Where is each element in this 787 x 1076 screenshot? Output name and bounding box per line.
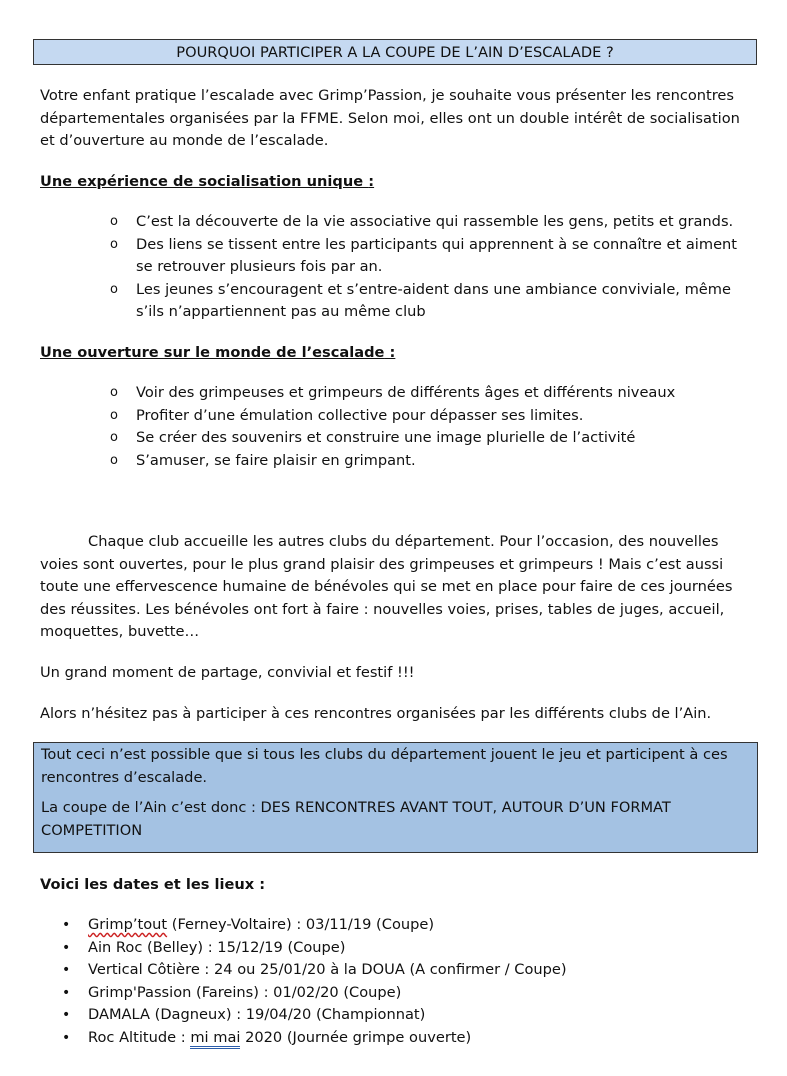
list-item: o C’est la découverte de la vie associative qui rassemble les gens, petits et grands. [110,211,755,234]
date-prefix: Roc Altitude : [88,1028,191,1046]
date-detail: 2020 (Journée grimpe ouverte) [240,1028,472,1046]
list-item: o Voir des grimpeuses et grimpeurs de différents âges et différents niveaux [110,382,755,405]
section-heading-ouverture [40,342,395,364]
date-detail: (Ferney-Voltaire) : 03/11/19 (Coupe) [167,916,435,933]
invite-paragraph: Alors n’hésitez pas à participer à ces rencontres organisées par les différents clubs de l’Ain. [40,705,712,722]
dates-heading: Voici les dates et les lieux : [40,876,266,893]
list-item: o Se créer des souvenirs et construire une image plurielle de l’activité [110,427,755,450]
heading-colon: : [368,173,375,190]
date-item: • Ain Roc (Belley) : 15/12/19 (Coupe) [62,937,752,960]
list-item: o Profiter d’une émulation collective pour dépasser ses limites. [110,405,755,428]
highlight-line-2: La coupe de l’Ain c’est donc : DES RENCONTRES AVANT TOUT, AUTOUR D’UN FORMAT COMPETITION [41,799,671,839]
section-heading-text: Une expérience de socialisation unique [40,173,369,190]
list-item: o Les jeunes s’encouragent et s’entre-aident dans une ambiance conviviale, même s’ils n’appartiennent pas au même club [110,279,755,324]
list-item: o Des liens se tissent entre les participants qui apprennent à se connaître et aiment se retrouver plusieurs fois par an. [110,234,755,279]
socialisation-list [110,211,755,324]
section-heading-text: Une ouverture sur le monde de l’escalade [40,344,385,361]
date-item [62,914,752,937]
highlight-box [33,742,758,853]
date-item [62,1027,752,1050]
page-title: POURQUOI PARTICIPER A LA COUPE DE L’AIN D’ESCALADE ? [33,39,757,65]
date-item: • Grimp'Passion (Fareins) : 01/02/20 (Coupe) [62,982,752,1005]
date-grammar-mark: mi mai [190,1029,240,1049]
dates-list [62,914,752,1050]
intro-paragraph: Votre enfant pratique l’escalade avec Grimp’Passion, je souhaite vous présenter les rencontres départementales organisées par la FFME. Selon moi, elles ont un double intérêt de socialisation et d’ouverture au monde de l’escalade. [40,87,740,150]
section-heading-socialisation [40,171,374,193]
ouverture-list [110,382,755,472]
moment-paragraph: Un grand moment de partage, convivial et festif !!! [40,664,415,681]
date-item: • Vertical Côtière : 24 ou 25/01/20 à la DOUA (A confirmer / Coupe) [62,959,752,982]
list-item: o S’amuser, se faire plaisir en grimpant. [110,450,755,473]
clubs-paragraph: Chaque club accueille les autres clubs du département. Pour l’occasion, des nouvelles voies sont ouvertes, pour le plus grand plaisir des grimpeuses et grimpeurs ! Mais c’est aussi toute une effervescence humaine de bénévoles qui se met en place pour faire de ces journées des réussites. Les bénévoles ont fort à faire : nouvelles voies, prises, tables de juges, accueil, moquettes, buvette… [40,533,733,641]
club-name-spellcheck: Grimp’tout [88,916,168,933]
heading-colon: : [384,344,396,361]
highlight-line-1: Tout ceci n’est possible que si tous les clubs du département jouent le jeu et participent à ces rencontres d’escalade. [41,746,728,786]
date-item: • DAMALA (Dagneux) : 19/04/20 (Championnat) [62,1004,752,1027]
